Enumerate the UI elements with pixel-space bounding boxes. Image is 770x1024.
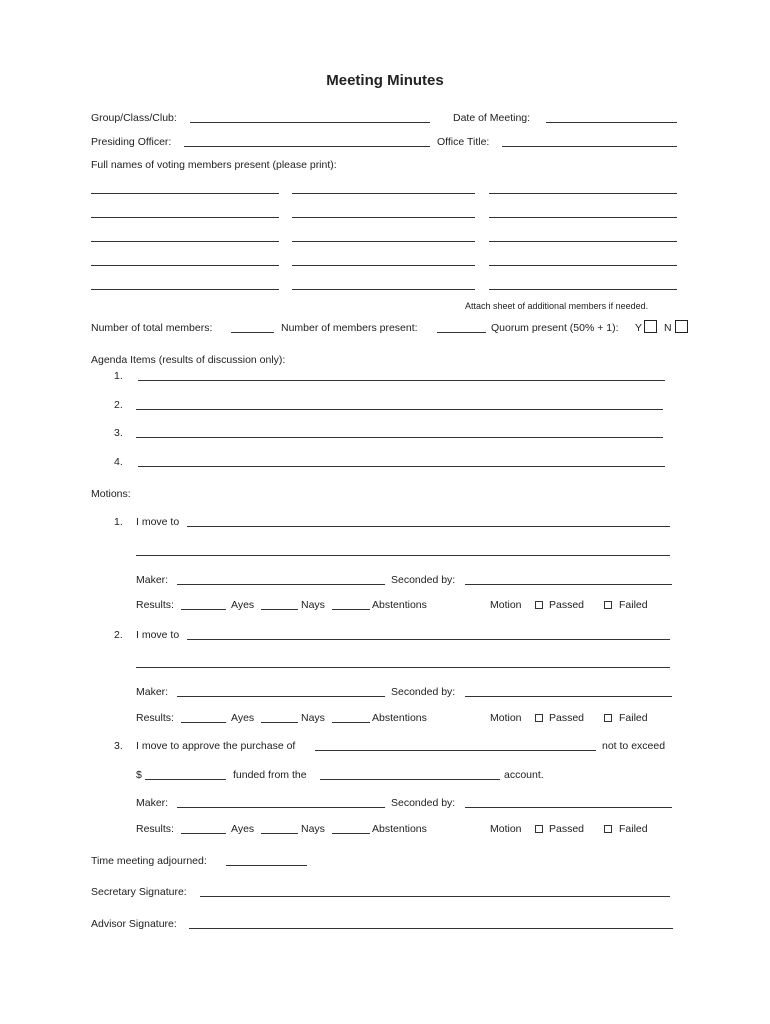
abstentions-label: Abstentions: [372, 599, 427, 611]
motion-label: Motion: [490, 712, 522, 724]
nays-field[interactable]: [261, 833, 298, 834]
member-name-field[interactable]: [91, 217, 279, 218]
group-label: Group/Class/Club:: [91, 112, 177, 124]
secretary-signature-field[interactable]: [200, 896, 670, 897]
results-label: Results:: [136, 599, 174, 611]
failed-label: Failed: [619, 823, 648, 835]
agenda-item-field[interactable]: [138, 466, 665, 467]
motion-label: Motion: [490, 599, 522, 611]
maker-field[interactable]: [177, 807, 385, 808]
results-label: Results:: [136, 712, 174, 724]
quorum-yes-checkbox[interactable]: [644, 320, 657, 333]
motions-label: Motions:: [91, 488, 131, 500]
agenda-item-field[interactable]: [136, 437, 663, 438]
motion-label: Motion: [490, 823, 522, 835]
member-name-field[interactable]: [489, 265, 677, 266]
date-label: Date of Meeting:: [453, 112, 531, 124]
member-name-field[interactable]: [489, 289, 677, 290]
total-members-label: Number of total members:: [91, 322, 213, 334]
member-name-field[interactable]: [91, 193, 279, 194]
agenda-label: Agenda Items (results of discussion only):: [91, 354, 286, 366]
passed-checkbox[interactable]: [535, 825, 543, 833]
total-members-field[interactable]: [231, 332, 274, 333]
date-field[interactable]: [546, 122, 677, 123]
ayes-field[interactable]: [181, 722, 226, 723]
office-field[interactable]: [502, 146, 677, 147]
member-name-field[interactable]: [292, 289, 475, 290]
account-field[interactable]: [320, 779, 500, 780]
presiding-label: Presiding Officer:: [91, 136, 172, 148]
adjourned-field[interactable]: [226, 865, 307, 866]
ayes-field[interactable]: [181, 833, 226, 834]
motion-text-field[interactable]: [187, 526, 670, 527]
purchase-item-field[interactable]: [315, 750, 596, 751]
quorum-label: Quorum present (50% + 1):: [491, 322, 619, 334]
maker-label: Maker:: [136, 797, 169, 809]
ayes-label: Ayes: [231, 599, 255, 611]
abstentions-field[interactable]: [332, 833, 370, 834]
nays-label: Nays: [301, 712, 325, 724]
nays-label: Nays: [301, 599, 325, 611]
agenda-number: 2.: [114, 399, 123, 411]
passed-checkbox[interactable]: [535, 601, 543, 609]
ayes-label: Ayes: [231, 823, 255, 835]
members-present-label: Number of members present:: [281, 322, 418, 334]
ayes-field[interactable]: [181, 609, 226, 610]
results-label: Results:: [136, 823, 174, 835]
seconded-label: Seconded by:: [391, 797, 456, 809]
maker-field[interactable]: [177, 696, 385, 697]
seconded-field[interactable]: [465, 584, 672, 585]
abstentions-label: Abstentions: [372, 712, 427, 724]
maker-label: Maker:: [136, 574, 169, 586]
agenda-item-field[interactable]: [138, 380, 665, 381]
quorum-no-checkbox[interactable]: [675, 320, 688, 333]
adjourned-label: Time meeting adjourned:: [91, 855, 207, 867]
amount-field[interactable]: [145, 779, 226, 780]
presiding-field[interactable]: [184, 146, 430, 147]
motion-number: 2.: [114, 629, 123, 641]
quorum-yes-label: Y: [635, 322, 643, 334]
maker-field[interactable]: [177, 584, 385, 585]
failed-checkbox[interactable]: [604, 714, 612, 722]
failed-checkbox[interactable]: [604, 825, 612, 833]
account-label: account.: [504, 769, 544, 781]
abstentions-field[interactable]: [332, 609, 370, 610]
member-name-field[interactable]: [489, 217, 677, 218]
passed-label: Passed: [549, 712, 585, 724]
failed-label: Failed: [619, 712, 648, 724]
dollar-label: $: [136, 769, 142, 781]
member-name-field[interactable]: [91, 289, 279, 290]
voting-members-label: Full names of voting members present (please print):: [91, 159, 337, 171]
agenda-number: 3.: [114, 427, 123, 439]
agenda-item-field[interactable]: [136, 409, 663, 410]
member-name-field[interactable]: [292, 217, 475, 218]
agenda-number: 4.: [114, 456, 123, 468]
nays-label: Nays: [301, 823, 325, 835]
page-title: Meeting Minutes: [326, 72, 444, 89]
motion-text-field[interactable]: [136, 667, 670, 668]
motion-move-label: I move to: [136, 516, 180, 528]
advisor-signature-field[interactable]: [189, 928, 673, 929]
member-name-field[interactable]: [489, 241, 677, 242]
abstentions-field[interactable]: [332, 722, 370, 723]
seconded-label: Seconded by:: [391, 574, 456, 586]
advisor-label: Advisor Signature:: [91, 918, 177, 930]
passed-label: Passed: [549, 599, 585, 611]
seconded-field[interactable]: [465, 696, 672, 697]
member-name-field[interactable]: [292, 265, 475, 266]
member-name-field[interactable]: [292, 193, 475, 194]
seconded-label: Seconded by:: [391, 686, 456, 698]
agenda-number: 1.: [114, 370, 123, 382]
motion-number: 3.: [114, 740, 123, 752]
members-present-field[interactable]: [437, 332, 486, 333]
failed-label: Failed: [619, 599, 648, 611]
attach-note: Attach sheet of additional members if needed.: [465, 301, 649, 311]
member-name-field[interactable]: [489, 193, 677, 194]
ayes-label: Ayes: [231, 712, 255, 724]
passed-label: Passed: [549, 823, 585, 835]
office-label: Office Title:: [437, 136, 490, 148]
motion-move-label: I move to: [136, 629, 180, 641]
quorum-no-label: N: [664, 322, 672, 334]
motion-purchase-label: I move to approve the purchase of: [136, 740, 296, 752]
nays-field[interactable]: [261, 722, 298, 723]
not-to-exceed-label: not to exceed: [602, 740, 666, 752]
motion-number: 1.: [114, 516, 123, 528]
motion-text-field[interactable]: [136, 555, 670, 556]
maker-label: Maker:: [136, 686, 169, 698]
secretary-label: Secretary Signature:: [91, 886, 187, 898]
motion-text-field[interactable]: [187, 639, 670, 640]
member-name-field[interactable]: [292, 241, 475, 242]
member-name-field[interactable]: [91, 265, 279, 266]
passed-checkbox[interactable]: [535, 714, 543, 722]
funded-from-label: funded from the: [233, 769, 307, 781]
abstentions-label: Abstentions: [372, 823, 427, 835]
nays-field[interactable]: [261, 609, 298, 610]
seconded-field[interactable]: [465, 807, 672, 808]
group-field[interactable]: [190, 122, 430, 123]
member-name-field[interactable]: [91, 241, 279, 242]
failed-checkbox[interactable]: [604, 601, 612, 609]
